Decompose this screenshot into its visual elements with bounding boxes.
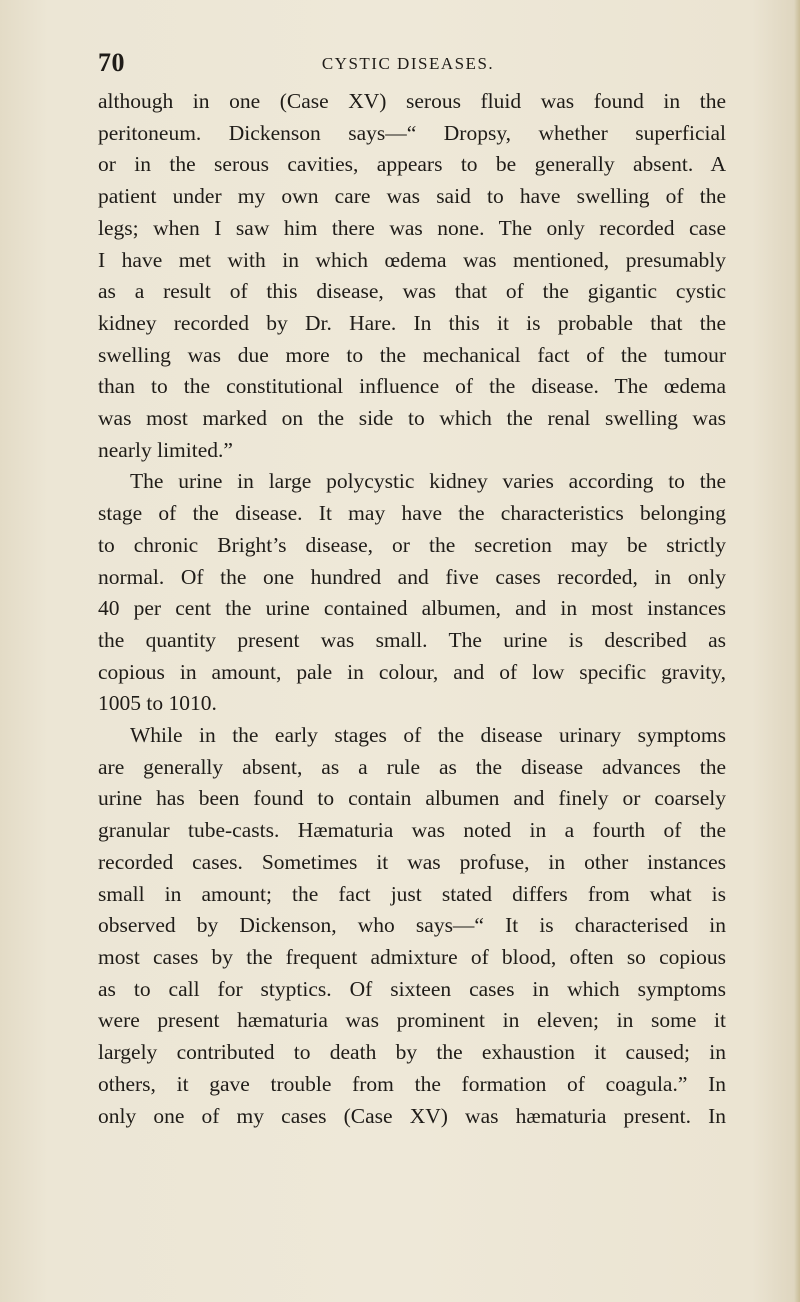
text-line: only one of my cases (Case XV) was hæmaturia present. In xyxy=(98,1103,726,1128)
text-line: stage of the disease. It may have the characteristics belonging xyxy=(98,501,726,526)
paragraph xyxy=(98,86,726,466)
text-line: 1005 to 1010. xyxy=(98,691,217,716)
body-text xyxy=(98,86,726,1132)
text-line: copious in amount, pale in colour, and of low specific gravity, xyxy=(98,659,726,684)
text-line: legs; when I saw him there was none. The only recorded case xyxy=(98,215,726,240)
page-header xyxy=(98,48,718,82)
page-edge-shadow xyxy=(794,0,800,1302)
text-line: or in the serous cavities, appears to be generally absent. A xyxy=(98,152,726,177)
text-line: others, it gave trouble from the formation of coagula.” In xyxy=(98,1071,726,1096)
text-line: normal. Of the one hundred and five cases recorded, in only xyxy=(98,564,726,589)
text-line: most cases by the frequent admixture of blood, often so copious xyxy=(98,944,726,969)
text-line: are generally absent, as a rule as the disease advances the xyxy=(98,754,726,779)
text-line: the quantity present was small. The urine is described as xyxy=(98,627,726,652)
text-line: to chronic Bright’s disease, or the secretion may be strictly xyxy=(98,532,726,557)
text-line: as to call for styptics. Of sixteen cases in which symptoms xyxy=(98,976,726,1001)
text-line: peritoneum. Dickenson says—“ Dropsy, whether superficial xyxy=(98,120,726,145)
text-line: small in amount; the fact just stated differs from what is xyxy=(98,881,726,906)
text-line: nearly limited.” xyxy=(98,437,233,462)
running-head: CYSTIC DISEASES. xyxy=(321,54,495,73)
text-line: The urine in large polycystic kidney varies according to the xyxy=(130,469,726,494)
text-line: was most marked on the side to which the renal swelling was xyxy=(98,406,726,431)
text-line: recorded cases. Sometimes it was profuse, in other instances xyxy=(98,849,726,874)
page-number: 70 xyxy=(98,48,125,77)
text-line: as a result of this disease, was that of the gigantic cystic xyxy=(98,279,726,304)
text-line: I have met with in which œdema was mentioned, presumably xyxy=(98,247,726,272)
text-line: swelling was due more to the mechanical fact of the tumour xyxy=(98,342,726,367)
text-line: largely contributed to death by the exhaustion it caused; in xyxy=(98,1040,726,1065)
text-line: urine has been found to contain albumen and finely or coarsely xyxy=(98,786,726,811)
paragraph xyxy=(98,466,726,720)
text-line: 40 per cent the urine contained albumen, and in most instances xyxy=(98,596,726,621)
text-line: While in the early stages of the disease urinary symptoms xyxy=(130,723,726,748)
text-line: observed by Dickenson, who says—“ It is characterised in xyxy=(98,913,726,938)
text-line: kidney recorded by Dr. Hare. In this it is probable that the xyxy=(98,310,726,335)
text-line: patient under my own care was said to have swelling of the xyxy=(98,184,726,209)
text-line: granular tube-casts. Hæmaturia was noted in a fourth of the xyxy=(98,818,726,843)
text-line: although in one (Case XV) serous fluid was found in the xyxy=(98,89,726,113)
paragraph xyxy=(98,720,726,1132)
text-line: were present hæmaturia was prominent in eleven; in some it xyxy=(98,1008,726,1033)
text-line: than to the constitutional influence of the disease. The œdema xyxy=(98,374,726,399)
